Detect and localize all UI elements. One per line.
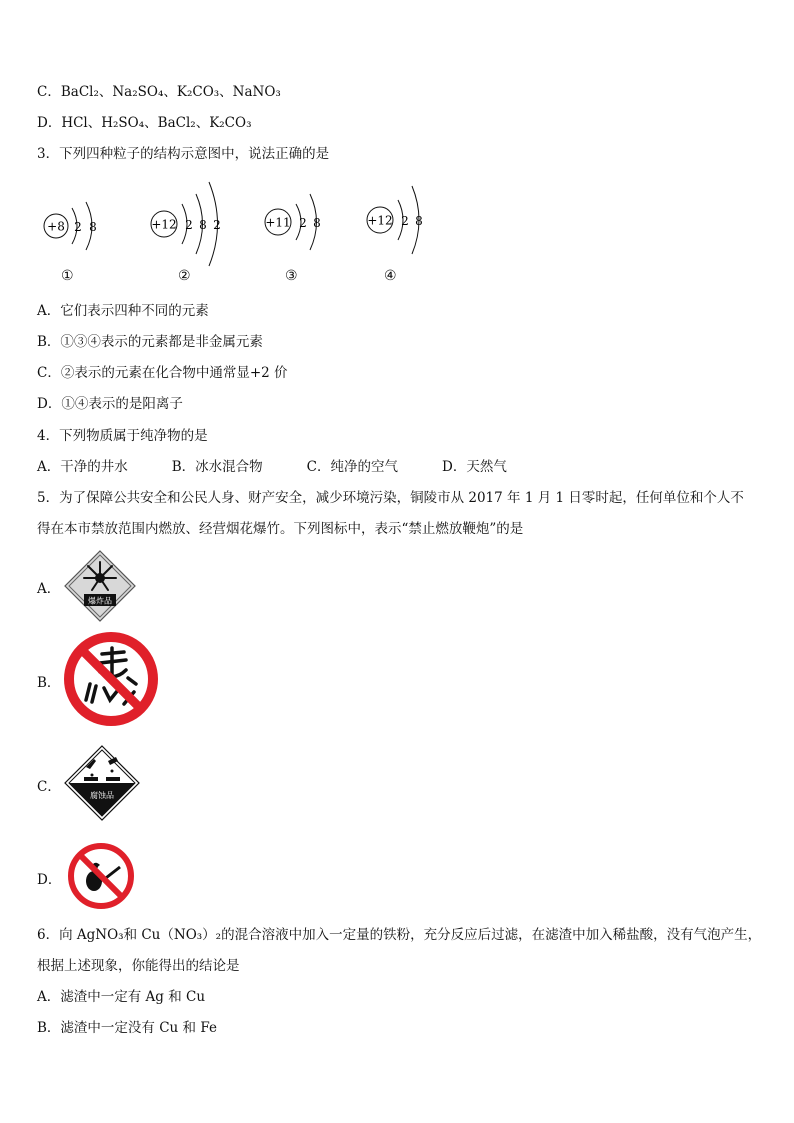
q5-option-d-label: D． <box>37 872 62 888</box>
atom-1-shell-1: 2 <box>74 220 82 234</box>
q4-stem: 4．下列物质属于纯净物的是 <box>37 428 208 444</box>
q4-option-a: A．干净的井水 <box>37 459 128 475</box>
atom-diagram-4 <box>362 180 442 266</box>
corrosive-sign-text: 腐蚀品 <box>90 791 114 800</box>
atom-3-shell-1: 2 <box>299 216 307 230</box>
q6-option-b: B．滤渣中一定没有 Cu 和 Fe <box>37 1020 217 1036</box>
atom-1-number: ① <box>61 268 74 284</box>
q5-option-a-label: A． <box>37 581 61 597</box>
atom-3-shell-2: 8 <box>313 216 321 230</box>
atom-3-nucleus: +11 <box>265 215 291 230</box>
atom-4-number: ④ <box>384 268 397 284</box>
atom-2-shell-2: 8 <box>199 218 207 232</box>
q2-option-c: C．BaCl₂、Na₂SO₄、K₂CO₃、NaNO₃ <box>37 84 281 100</box>
atom-2-shell-3: 2 <box>213 218 221 232</box>
atom-diagram-3 <box>260 186 340 264</box>
q3-stem: 3．下列四种粒子的结构示意图中，说法正确的是 <box>37 146 330 162</box>
atom-diagram-1 <box>40 196 120 260</box>
explosive-sign-text: 爆炸品 <box>88 596 112 606</box>
q6-stem-line-2: 根据上述现象，你能得出的结论是 <box>37 958 240 974</box>
q6-stem-line-1: 6．向 AgNO₃和 Cu（NO₃）₂的混合溶液中加入一定量的铁粉，充分反应后过滤，在滤渣中加入稀盐酸，没有气泡产生， <box>37 927 762 943</box>
q3-option-d: D．①④表示的是阳离子 <box>37 396 183 412</box>
atom-2-shell-1: 2 <box>185 218 193 232</box>
q2-option-d: D．HCl、H₂SO₄、BaCl₂、K₂CO₃ <box>37 115 252 131</box>
q3-option-a: A．它们表示四种不同的元素 <box>37 303 209 319</box>
no-firecrackers-sign-icon[interactable] <box>62 630 160 732</box>
atom-1-shell-2: 8 <box>89 220 97 234</box>
q5-stem-line-1: 5．为了保障公共安全和公民人身、财产安全，减少环境污染，铜陵市从 2017 年 1 月 1 日零时起，任何单位和个人不 <box>37 490 744 506</box>
atom-4-shell-1: 2 <box>401 214 409 228</box>
atom-2-nucleus: +12 <box>151 217 177 232</box>
q3-option-c: C．②表示的元素在化合物中通常显+2 价 <box>37 365 288 381</box>
q5-option-b-label: B． <box>37 675 61 691</box>
q3-option-b: B．①③④表示的元素都是非金属元素 <box>37 334 263 350</box>
explosive-sign-icon <box>64 550 136 626</box>
q4-option-c: C．纯净的空气 <box>306 459 399 475</box>
atom-4-shell-2: 8 <box>415 214 423 228</box>
q4-option-b: B．冰水混合物 <box>171 459 263 475</box>
no-fireworks-sign-icon[interactable] <box>66 841 136 915</box>
q5-option-c-label: C． <box>37 779 61 795</box>
q5-stem-line-2: 得在本市禁放范围内燃放、经营烟花爆竹。下列图标中，表示“禁止燃放鞭炮”的是 <box>37 521 524 537</box>
atom-3-number: ③ <box>285 268 298 284</box>
atom-diagram-2 <box>146 176 246 276</box>
q4-options <box>37 457 551 477</box>
q4-option-d: D．天然气 <box>442 459 507 475</box>
q6-option-a: A．滤渣中一定有 Ag 和 Cu <box>37 989 206 1005</box>
atom-4-nucleus: +12 <box>367 213 393 228</box>
corrosive-sign-icon <box>64 745 140 825</box>
atom-2-number: ② <box>178 268 191 284</box>
atom-1-nucleus: +8 <box>47 219 65 234</box>
